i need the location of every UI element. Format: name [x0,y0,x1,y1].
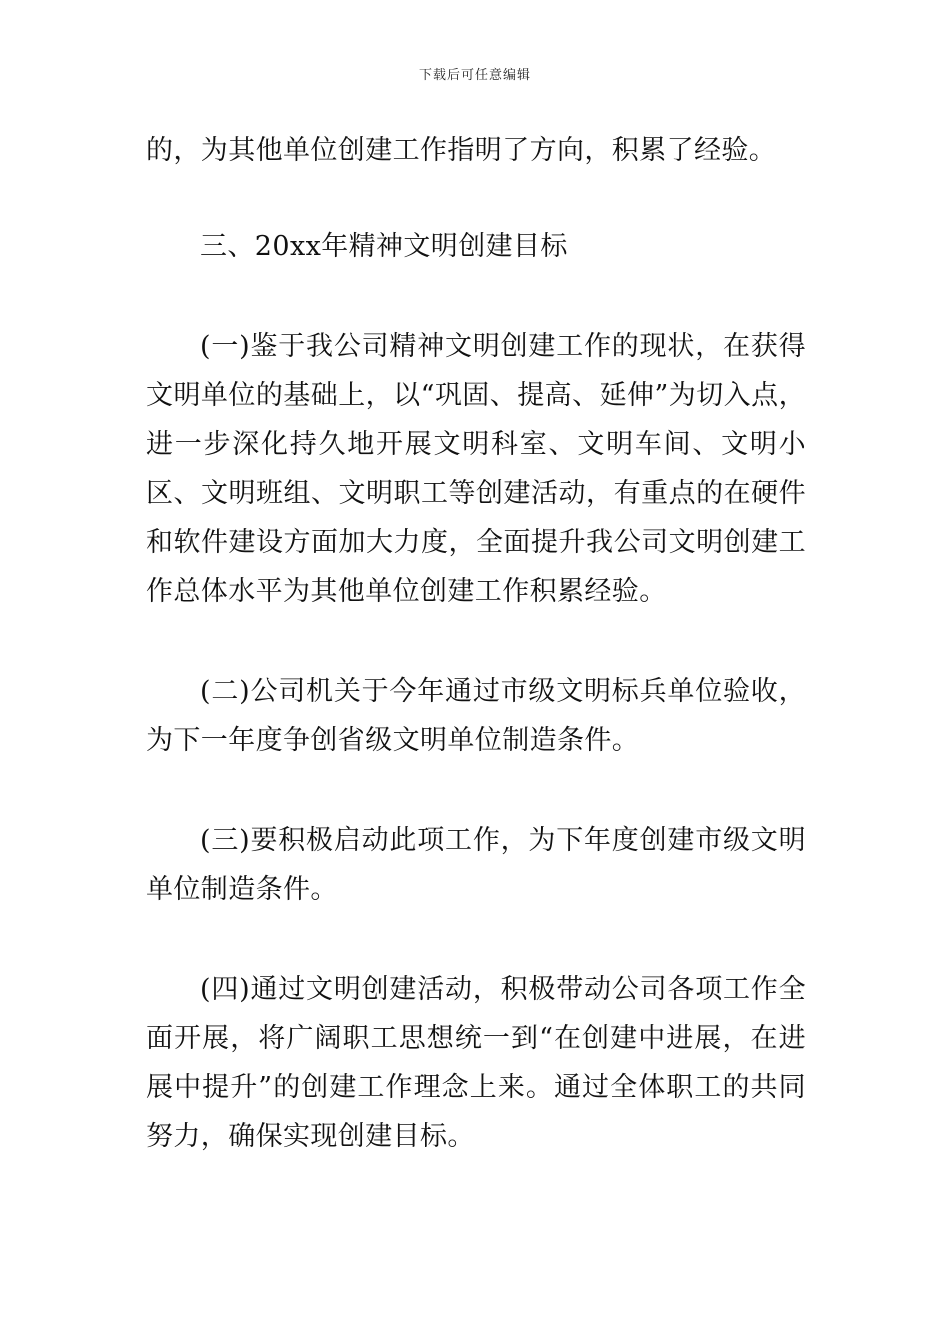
paragraph-goal-3: (三)要积极启动此项工作，为下年度创建市级文明单位制造条件。 [146,825,806,905]
paragraph-goal-4: (四)通过文明创建活动，积极带动公司各项工作全面开展，将广阔职工思想统一到“在创建中进展，在进展中提升”的创建工作理念上来。通过全体职工的共同努力，确保实现创建目标。 [146,974,806,1152]
section-heading: 三、20xx年精神文明创建目标 [200,231,568,262]
paragraph-goal-2: (二)公司机关于今年通过市级文明标兵单位验收，为下一年度争创省级文明单位制造条件。 [146,676,806,756]
paragraph-goal-1: (一)鉴于我公司精神文明创建工作的现状，在获得文明单位的基础上，以“巩固、提高、延伸”为切入点，进一步深化持久地开展文明科室、文明车间、文明小区、文明班组、文明职工等创建活动，有重点的在硬件和软件建设方面加大力度，全面提升我公司文明创建工作总体水平为其他单位创建工作积累经验。 [146,331,806,607]
paragraph-continuation: 的，为其他单位创建工作指明了方向，积累了经验。 [146,135,777,166]
header-note: 下载后可任意编辑 [418,68,531,83]
document-body [146,126,806,1161]
